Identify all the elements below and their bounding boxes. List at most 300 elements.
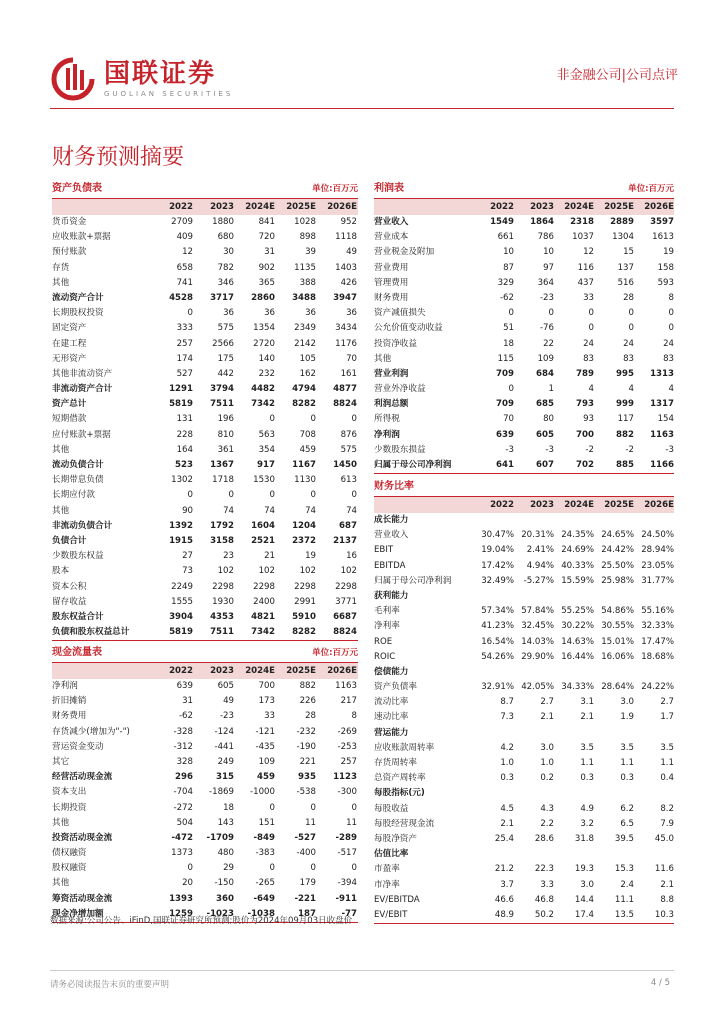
- value-cell: 1.0: [500, 758, 514, 768]
- value-cell: 1792: [210, 520, 234, 531]
- value-cell: 109: [258, 756, 275, 767]
- year-header: 2026E: [327, 666, 357, 676]
- value-cell: 83: [663, 353, 674, 364]
- value-cell: 782: [217, 262, 234, 273]
- value-cell: 2.1: [540, 712, 554, 723]
- table-row: [52, 245, 358, 260]
- table-row: [374, 412, 674, 427]
- value-cell: 1718: [212, 475, 234, 486]
- value-cell: 15: [623, 247, 634, 258]
- table-title: 现金流量表: [52, 647, 102, 658]
- value-cell: 639: [496, 429, 514, 440]
- value-cell: 810: [217, 429, 234, 440]
- row-label: 折旧摊销: [52, 696, 87, 707]
- row-label: 存货减少(增加为"-"): [52, 726, 130, 737]
- value-cell: 680: [217, 232, 234, 243]
- value-cell: 7342: [251, 399, 275, 410]
- value-cell: 3794: [210, 384, 234, 395]
- company-logo: [50, 56, 233, 102]
- value-cell: 8824: [333, 627, 357, 638]
- value-cell: [514, 726, 554, 741]
- year-header: 2023: [530, 202, 554, 212]
- value-cell: 14.03%: [521, 636, 554, 647]
- value-cell: 7.9: [660, 818, 674, 829]
- value-cell: 102: [340, 566, 357, 577]
- table-row: [52, 367, 358, 382]
- value-cell: 607: [536, 460, 554, 470]
- value-cell: 7511: [210, 627, 234, 638]
- value-cell: 437: [577, 277, 594, 288]
- value-cell: 0: [228, 490, 234, 501]
- year-header: 2024E: [564, 202, 594, 212]
- row-label: 在建工程: [52, 338, 87, 349]
- value-cell: 480: [217, 848, 234, 859]
- value-cell: 51: [503, 323, 514, 334]
- value-cell: 504: [176, 817, 193, 828]
- value-cell: 8.2: [660, 803, 674, 814]
- value-cell: 48.9: [494, 909, 514, 920]
- value-cell: 459: [257, 772, 275, 783]
- row-label: EBITDA: [374, 560, 406, 571]
- value-cell: 42.05%: [521, 682, 554, 693]
- value-cell: -77: [341, 908, 357, 919]
- value-cell: 154: [657, 414, 674, 425]
- value-cell: 30.22%: [561, 621, 594, 632]
- value-cell: 25.50%: [601, 560, 634, 571]
- value-cell: -150: [214, 878, 234, 889]
- table-row: [52, 580, 358, 595]
- row-label: 投资活动现金流: [52, 832, 113, 843]
- value-cell: 36: [305, 308, 316, 319]
- value-cell: 4: [628, 384, 634, 395]
- value-cell: 898: [299, 232, 316, 243]
- value-cell: 684: [536, 368, 554, 379]
- value-cell: 1930: [212, 596, 234, 607]
- table-row: [374, 215, 674, 230]
- row-label: 短期借款: [52, 414, 87, 425]
- year-header: 2024E: [564, 500, 594, 510]
- row-label: 营业利润: [374, 368, 409, 379]
- value-cell: 102: [217, 566, 234, 577]
- row-label: EV/EBITDA: [374, 894, 420, 905]
- year-header: 2025E: [604, 500, 634, 510]
- value-cell: [474, 786, 514, 801]
- value-cell: 2372: [292, 535, 316, 546]
- value-cell: 1.9: [620, 712, 634, 723]
- value-cell: 661: [497, 232, 514, 243]
- value-cell: 3.0: [580, 879, 594, 890]
- value-cell: 18.68%: [641, 651, 674, 662]
- row-label: 现金净增加额: [52, 908, 104, 919]
- value-cell: 3.5: [580, 742, 594, 753]
- table-row: [374, 786, 674, 801]
- value-cell: 28.94%: [641, 545, 674, 556]
- value-cell: 1166: [650, 460, 674, 470]
- row-label: 财务费用: [374, 292, 409, 303]
- table-row: [52, 321, 358, 336]
- value-cell: 1204: [292, 520, 316, 531]
- value-cell: 18: [223, 802, 234, 813]
- value-cell: 709: [496, 368, 514, 379]
- value-cell: 11: [346, 817, 357, 828]
- value-cell: 613: [340, 475, 357, 486]
- value-cell: 87: [503, 262, 514, 273]
- value-cell: [514, 665, 554, 680]
- row-label: 流动比率: [374, 697, 409, 708]
- year-header: 2026E: [644, 500, 674, 510]
- value-cell: 17.42%: [481, 560, 514, 571]
- value-cell: 7342: [251, 627, 275, 638]
- table-row: [374, 893, 674, 908]
- table-row: [374, 665, 674, 680]
- table-row: [374, 908, 674, 923]
- value-cell: 1118: [335, 232, 357, 243]
- value-cell: 173: [258, 696, 275, 707]
- value-cell: 55.16%: [641, 606, 674, 617]
- value-cell: 3434: [335, 323, 357, 334]
- row-label: 归属于母公司净利润: [374, 460, 452, 470]
- value-cell: 1549: [490, 217, 514, 227]
- row-label: 应收账款周转率: [374, 742, 435, 753]
- table-row: [52, 770, 358, 785]
- value-cell: 1135: [294, 262, 316, 273]
- value-cell: 1259: [169, 908, 193, 919]
- table-title-row: [52, 180, 358, 199]
- table-body: [52, 679, 358, 923]
- value-cell: 902: [258, 262, 275, 273]
- value-cell: 523: [175, 460, 193, 470]
- value-cell: 882: [616, 429, 634, 440]
- value-cell: 2298: [335, 581, 357, 592]
- value-cell: 700: [576, 429, 594, 440]
- table-header: [374, 497, 674, 513]
- table-row: [52, 473, 358, 488]
- row-label: 留存收益: [52, 596, 87, 607]
- table-row: [374, 756, 674, 771]
- value-cell: 257: [340, 756, 357, 767]
- table-unit: 单位:百万元: [628, 184, 674, 194]
- table-bottom-rule: [374, 473, 674, 474]
- value-cell: 354: [258, 444, 275, 455]
- value-cell: [634, 786, 674, 801]
- value-cell: 74: [346, 505, 357, 516]
- income-statement-table: [374, 180, 674, 474]
- value-cell: 28: [305, 711, 316, 722]
- value-cell: 3.5: [660, 742, 674, 753]
- value-cell: -221: [294, 893, 316, 904]
- table-row: [52, 801, 358, 816]
- row-label: 非流动负债合计: [52, 520, 113, 531]
- value-cell: 24.50%: [641, 530, 674, 541]
- table-row: [52, 785, 358, 800]
- value-cell: 3.3: [540, 879, 554, 890]
- value-cell: 36: [223, 308, 234, 319]
- value-cell: 1915: [169, 535, 193, 546]
- value-cell: 12: [182, 247, 193, 258]
- value-cell: 18: [503, 338, 514, 349]
- row-label: 净利率: [374, 621, 400, 632]
- table-row: [374, 428, 674, 443]
- value-cell: 3.7: [500, 879, 514, 890]
- value-cell: 2991: [294, 596, 316, 607]
- value-cell: 4353: [210, 611, 234, 622]
- value-cell: 1163: [650, 429, 674, 440]
- table-title: 财务比率: [374, 481, 414, 492]
- value-cell: 4: [668, 384, 674, 395]
- year-header: 2022: [169, 202, 193, 212]
- value-cell: [634, 513, 674, 528]
- table-row: [374, 802, 674, 817]
- value-cell: 2.41%: [526, 545, 554, 556]
- value-cell: 73: [182, 566, 193, 577]
- value-cell: 6.2: [620, 803, 634, 814]
- value-cell: 658: [176, 262, 193, 273]
- row-label: 长期应付款: [52, 490, 95, 501]
- value-cell: 17.47%: [641, 636, 674, 647]
- row-label: 营运能力: [374, 727, 409, 738]
- value-cell: 1.1: [620, 758, 634, 768]
- value-cell: 4.94%: [526, 560, 554, 571]
- table-row: [52, 625, 358, 640]
- value-cell: 4: [588, 384, 594, 395]
- row-label: 利润总额: [374, 399, 409, 410]
- value-cell: 0: [668, 323, 674, 334]
- value-cell: 158: [657, 262, 674, 273]
- value-cell: 702: [576, 460, 594, 470]
- value-cell: 0: [269, 863, 275, 874]
- table-title-row: [374, 478, 674, 497]
- value-cell: 3488: [292, 292, 316, 303]
- value-cell: -190: [296, 741, 316, 752]
- value-cell: 19.3: [574, 864, 594, 875]
- value-cell: 31: [264, 247, 275, 258]
- year-header: 2025E: [604, 202, 634, 212]
- value-cell: 2298: [212, 581, 234, 592]
- value-cell: [474, 665, 514, 680]
- row-label: 管理费用: [374, 277, 409, 288]
- table-row: [52, 306, 358, 321]
- table-row: [52, 740, 358, 755]
- value-cell: 917: [257, 460, 275, 470]
- value-cell: 2298: [294, 581, 316, 592]
- value-cell: 1530: [253, 475, 275, 486]
- year-header: 2022: [490, 500, 514, 510]
- table-row: [52, 458, 358, 473]
- value-cell: 1123: [333, 772, 357, 783]
- value-cell: 151: [258, 817, 275, 828]
- value-cell: -269: [337, 726, 357, 737]
- table-row: [374, 847, 674, 862]
- row-label: 偿债能力: [374, 666, 409, 677]
- value-cell: 1613: [652, 232, 674, 243]
- value-cell: 40.33%: [561, 560, 594, 571]
- value-cell: 3.0: [540, 742, 554, 753]
- value-cell: 2.2: [540, 818, 554, 829]
- value-cell: 10: [503, 247, 514, 258]
- header-label-cell: [52, 663, 152, 679]
- table-row: [374, 741, 674, 756]
- table-row: [374, 559, 674, 574]
- value-cell: [554, 847, 594, 862]
- table-row: [52, 709, 358, 724]
- value-cell: 257: [176, 338, 193, 349]
- row-label: 每股经营现金流: [374, 818, 435, 829]
- value-cell: 31.77%: [641, 575, 674, 586]
- value-cell: [474, 589, 514, 604]
- balance-sheet-table: [52, 180, 358, 641]
- header-divider: [50, 108, 674, 109]
- row-label: 存货: [52, 262, 70, 273]
- value-cell: 1403: [335, 262, 357, 273]
- table-row: [52, 725, 358, 740]
- value-cell: -472: [171, 832, 193, 843]
- value-cell: 995: [616, 368, 634, 379]
- value-cell: 1130: [294, 475, 316, 486]
- value-cell: 605: [217, 681, 234, 691]
- row-label: 其他非流动资产: [52, 368, 113, 379]
- value-cell: 14.63%: [561, 636, 594, 647]
- value-cell: 2709: [171, 217, 193, 227]
- value-cell: 4794: [292, 384, 316, 395]
- value-cell: 426: [340, 277, 357, 288]
- value-cell: 2142: [294, 338, 316, 349]
- row-label: 获利能力: [374, 590, 409, 601]
- value-cell: -2: [625, 444, 634, 455]
- value-cell: 1313: [650, 368, 674, 379]
- value-cell: 3771: [335, 596, 357, 607]
- value-cell: 33: [583, 292, 594, 303]
- row-label: ROIC: [374, 651, 396, 662]
- row-label: 债权融资: [52, 848, 87, 859]
- value-cell: 1028: [294, 217, 316, 227]
- value-cell: 29.90%: [521, 651, 554, 662]
- value-cell: 0: [588, 323, 594, 334]
- row-label: 存货周转率: [374, 758, 417, 768]
- value-cell: 5819: [169, 399, 193, 410]
- value-cell: 31: [182, 696, 193, 707]
- value-cell: -232: [296, 726, 316, 737]
- value-cell: 23.05%: [641, 560, 674, 571]
- value-cell: -911: [335, 893, 357, 904]
- value-cell: 28: [623, 292, 634, 303]
- financial-ratios-table: [374, 478, 674, 924]
- cash-flow-table: [52, 644, 358, 923]
- value-cell: 116: [577, 262, 594, 273]
- table-row: [52, 892, 358, 907]
- value-cell: 32.49%: [481, 575, 514, 586]
- value-cell: 74: [264, 505, 275, 516]
- value-cell: 2.7: [660, 697, 674, 708]
- value-cell: 57.84%: [521, 606, 554, 617]
- table-row: [374, 352, 674, 367]
- year-header: 2025E: [286, 202, 316, 212]
- value-cell: -3: [505, 444, 514, 455]
- value-cell: 115: [497, 353, 514, 364]
- value-cell: 4.3: [540, 803, 554, 814]
- year-header: 2023: [210, 202, 234, 212]
- row-label: 少数股东权益: [52, 551, 104, 562]
- value-cell: 687: [339, 520, 357, 531]
- value-cell: 29: [223, 863, 234, 874]
- year-header: 2026E: [327, 202, 357, 212]
- value-cell: -527: [294, 832, 316, 843]
- row-label: EV/EBIT: [374, 909, 408, 920]
- value-cell: 74: [305, 505, 316, 516]
- value-cell: 10: [543, 247, 554, 258]
- value-cell: [634, 726, 674, 741]
- value-cell: -289: [335, 832, 357, 843]
- table-row: [52, 261, 358, 276]
- value-cell: 24.35%: [561, 530, 594, 541]
- value-cell: 700: [258, 681, 275, 691]
- value-cell: 1: [548, 384, 554, 395]
- value-cell: 19.04%: [481, 545, 514, 556]
- value-cell: 1367: [210, 460, 234, 470]
- value-cell: 1.7: [660, 712, 674, 723]
- value-cell: 174: [176, 353, 193, 364]
- value-cell: 22.3: [534, 864, 554, 875]
- row-label: 投资净收益: [374, 338, 417, 349]
- value-cell: -704: [173, 787, 193, 798]
- row-label: 营业成本: [374, 232, 409, 243]
- value-cell: [634, 589, 674, 604]
- table-row: [374, 680, 674, 695]
- value-cell: 93: [583, 414, 594, 425]
- value-cell: 46.6: [494, 894, 514, 905]
- row-label: 非流动资产合计: [52, 384, 113, 395]
- table-row: [374, 832, 674, 847]
- value-cell: [594, 665, 634, 680]
- value-cell: 4877: [333, 384, 357, 395]
- value-cell: 605: [536, 429, 554, 440]
- table-row: [374, 710, 674, 725]
- value-cell: 221: [299, 756, 316, 767]
- row-label: 应收账款+票据: [52, 232, 111, 243]
- value-cell: 1.1: [660, 758, 674, 768]
- value-cell: 46.8: [534, 894, 554, 905]
- value-cell: 24.69%: [561, 545, 594, 556]
- row-label: 速动比率: [374, 712, 409, 723]
- value-cell: 4.9: [580, 803, 594, 814]
- value-cell: 685: [536, 399, 554, 410]
- table-row: [374, 513, 674, 528]
- value-cell: 8.7: [500, 697, 514, 708]
- table-row: [52, 443, 358, 458]
- value-cell: 0: [548, 308, 554, 319]
- row-label: 流动资产合计: [52, 292, 104, 303]
- value-cell: 3717: [210, 292, 234, 303]
- table-row: [52, 549, 358, 564]
- value-cell: 39: [305, 247, 316, 258]
- value-cell: -435: [255, 741, 275, 752]
- value-cell: 4.5: [500, 803, 514, 814]
- value-cell: [594, 726, 634, 741]
- table-row: [374, 817, 674, 832]
- table-row: [52, 694, 358, 709]
- value-cell: 24: [583, 338, 594, 349]
- value-cell: 0: [351, 802, 357, 813]
- value-cell: 1392: [169, 520, 193, 531]
- value-cell: 10.3: [654, 909, 674, 920]
- value-cell: 0: [187, 863, 193, 874]
- row-label: 净利润: [52, 681, 78, 691]
- value-cell: 196: [217, 414, 234, 425]
- table-unit: 单位:百万元: [312, 648, 358, 658]
- value-cell: 1037: [572, 232, 594, 243]
- row-label: 营业收入: [374, 217, 409, 227]
- table-row: [374, 443, 674, 458]
- value-cell: 57.34%: [481, 606, 514, 617]
